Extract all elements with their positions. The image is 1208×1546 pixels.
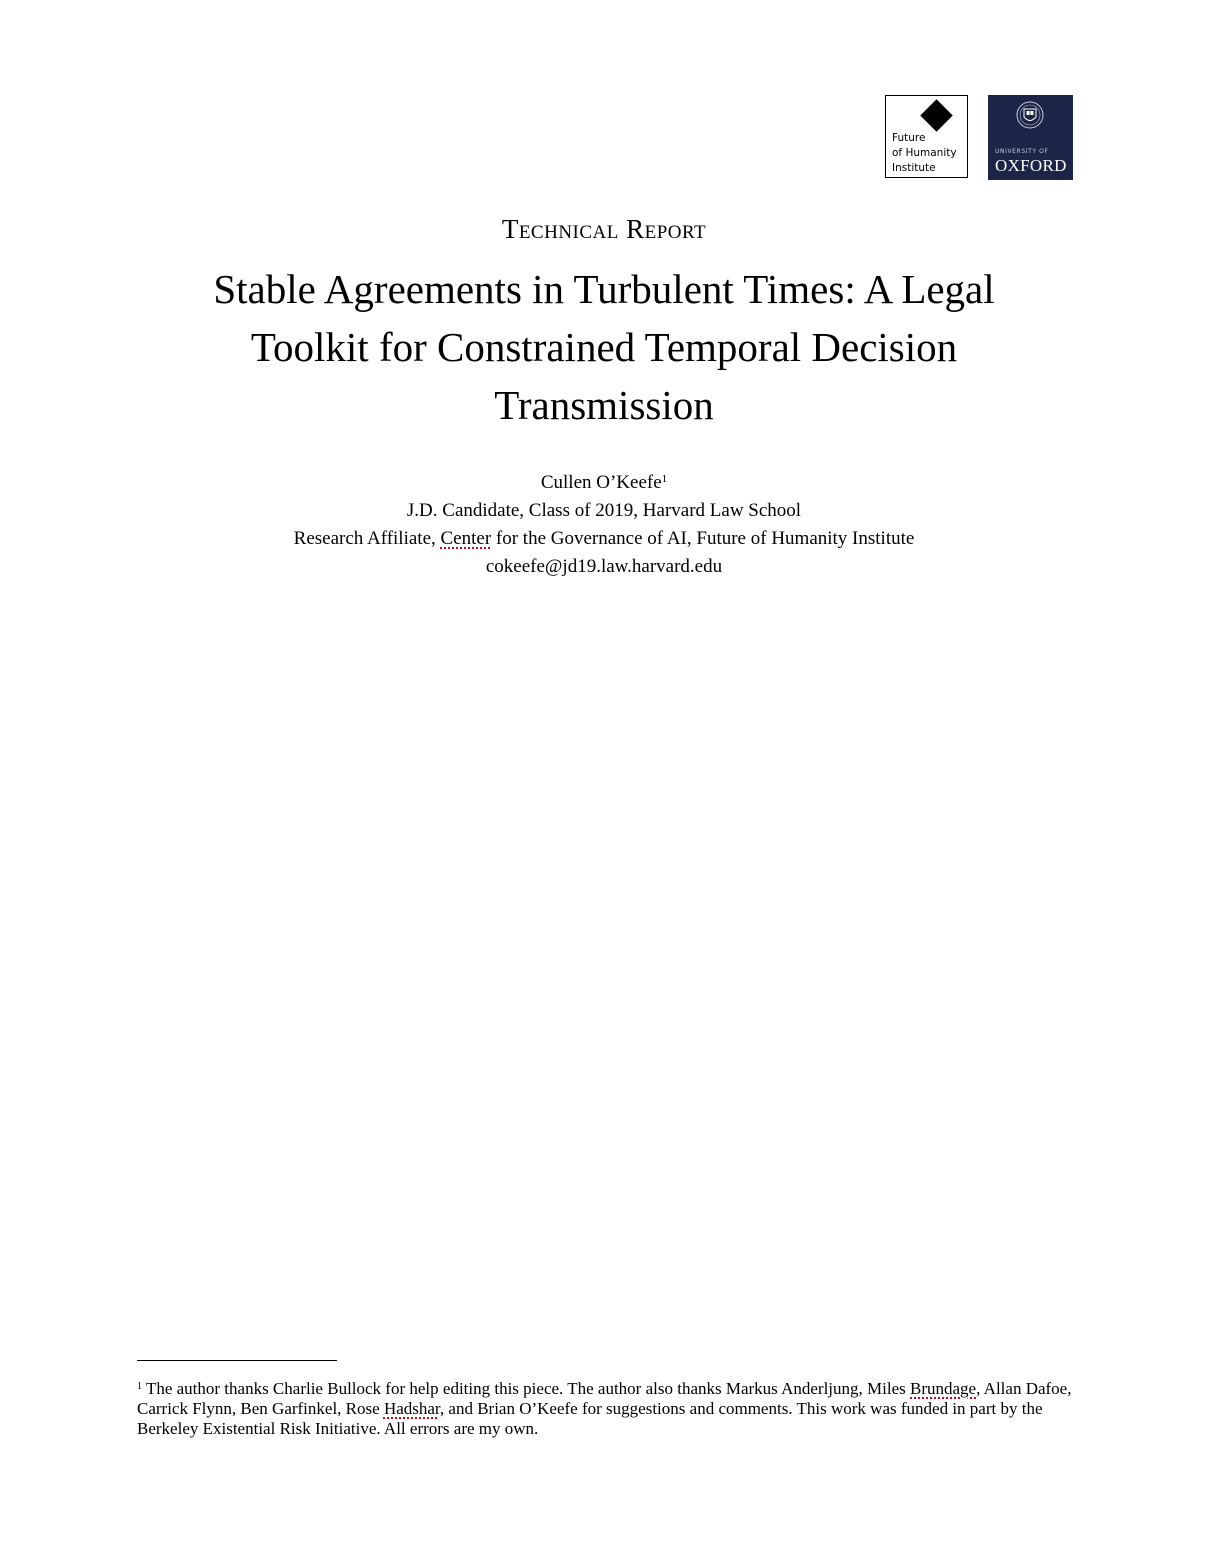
footnote-marker: 1 xyxy=(137,1381,142,1392)
footnote xyxy=(137,1377,1077,1439)
paper-title: Stable Agreements in Turbulent Times: A Legal Toolkit for Constrained Temporal Decision Transmission xyxy=(213,266,995,428)
oxford-crest-icon xyxy=(1015,100,1045,138)
affiliation-prefix: Research Affiliate, xyxy=(293,528,441,549)
author-affiliation xyxy=(0,525,1208,553)
author-name: Cullen O’Keefe xyxy=(540,472,662,493)
author-block xyxy=(0,465,1208,581)
report-type: Technical Report xyxy=(501,214,707,244)
oxford-university-line: UNIVERSITY OF xyxy=(995,148,1049,155)
diamond-icon xyxy=(920,99,953,132)
oxford-name: OXFORD xyxy=(995,156,1067,175)
oxford-logo xyxy=(988,95,1073,180)
author-email[interactable]: cokeefe@jd19.law.harvard.edu xyxy=(485,556,723,577)
spelling-flag-brundage: Brundage xyxy=(910,1379,977,1398)
footnote-text-2: , Allan Dafoe, Carrick Flynn, Ben Garfinkel, Rose xyxy=(137,1379,1072,1418)
spelling-flag-center: Center xyxy=(440,528,492,549)
spelling-flag-hadshar: Hadshar xyxy=(383,1399,440,1418)
affiliation-suffix: for the Governance of AI, Future of Humanity Institute xyxy=(491,528,915,549)
footnote-ref[interactable]: 1 xyxy=(661,473,668,485)
author-name-line xyxy=(0,465,1208,497)
author-degree: J.D. Candidate, Class of 2019, Harvard Law School xyxy=(406,500,802,521)
footnote-text-3: , and Brian O’Keefe for suggestions and comments. This work was funded in part by the Berkeley Existential Risk Initiative. All errors are my own. xyxy=(137,1399,1043,1438)
fhi-logo-text: Future of Humanity Institute xyxy=(892,132,957,174)
footnote-text-1: The author thanks Charlie Bullock for help editing this piece. The author also thanks Markus Anderljung, Miles xyxy=(142,1379,911,1398)
footnote-divider xyxy=(137,1360,337,1361)
fhi-logo xyxy=(885,95,968,178)
